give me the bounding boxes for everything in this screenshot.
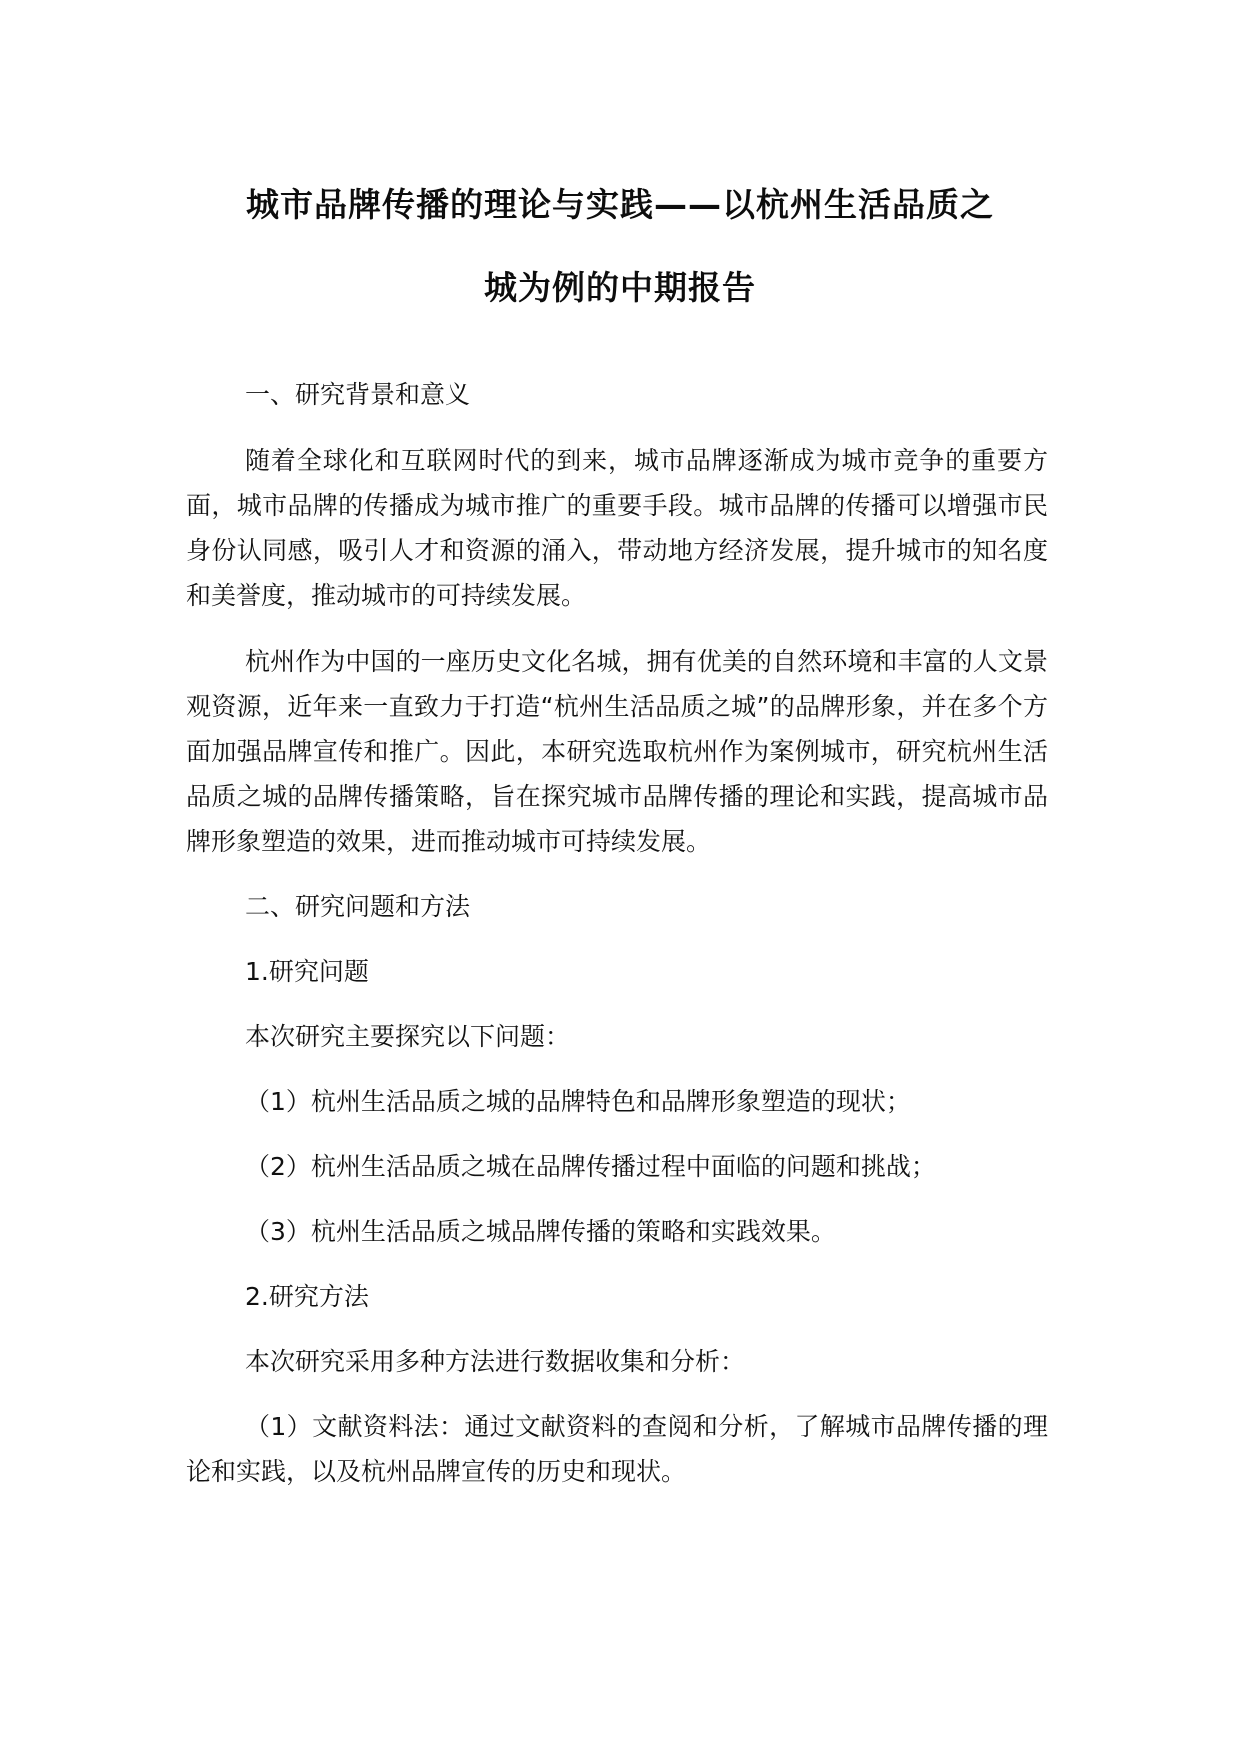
research-method-1: （1）文献资料法：通过文献资料的查阅和分析，了解城市品牌传播的理论和实践，以及杭州品牌宣传的历史和现状。 (186, 1412, 1048, 1486)
document-title-line-1: 城市品牌传播的理论与实践——以杭州生活品质之 (246, 185, 994, 224)
research-questions-intro: 本次研究主要探究以下问题： (245, 1022, 571, 1051)
research-question-1: （1）杭州生活品质之城的品牌特色和品牌形象塑造的现状； (245, 1087, 911, 1116)
section-1-paragraph-2: 杭州作为中国的一座历史文化名城，拥有优美的自然环境和丰富的人文景观资源，近年来一直致力于打造“杭州生活品质之城”的品牌形象，并在多个方面加强品牌宣传和推广。因此，本研究选取杭州作为案例城市，研究杭州生活品质之城的品牌传播策略，旨在探究城市品牌传播的理论和实践，提高城市品牌形象塑造的效果，进而推动城市可持续发展。 (186, 647, 1048, 856)
research-question-2: （2）杭州生活品质之城在品牌传播过程中面临的问题和挑战； (245, 1152, 936, 1181)
research-question-3: （3）杭州生活品质之城品牌传播的策略和实践效果。 (245, 1217, 836, 1246)
subsection-research-questions: 1.研究问题 (245, 957, 369, 986)
document-title-line-2: 城为例的中期报告 (484, 268, 756, 307)
document-body (186, 372, 1048, 1494)
subsection-research-methods: 2.研究方法 (245, 1282, 369, 1311)
section-1-paragraph-1: 随着全球化和互联网时代的到来，城市品牌逐渐成为城市竞争的重要方面，城市品牌的传播成为城市推广的重要手段。城市品牌的传播可以增强市民身份认同感，吸引人才和资源的涌入，带动地方经济发展，提升城市的知名度和美誉度，推动城市的可持续发展。 (186, 446, 1048, 610)
section-1-heading: 一、研究背景和意义 (245, 380, 471, 409)
section-2-heading: 二、研究问题和方法 (245, 892, 471, 921)
research-methods-intro: 本次研究采用多种方法进行数据收集和分析： (245, 1347, 746, 1376)
